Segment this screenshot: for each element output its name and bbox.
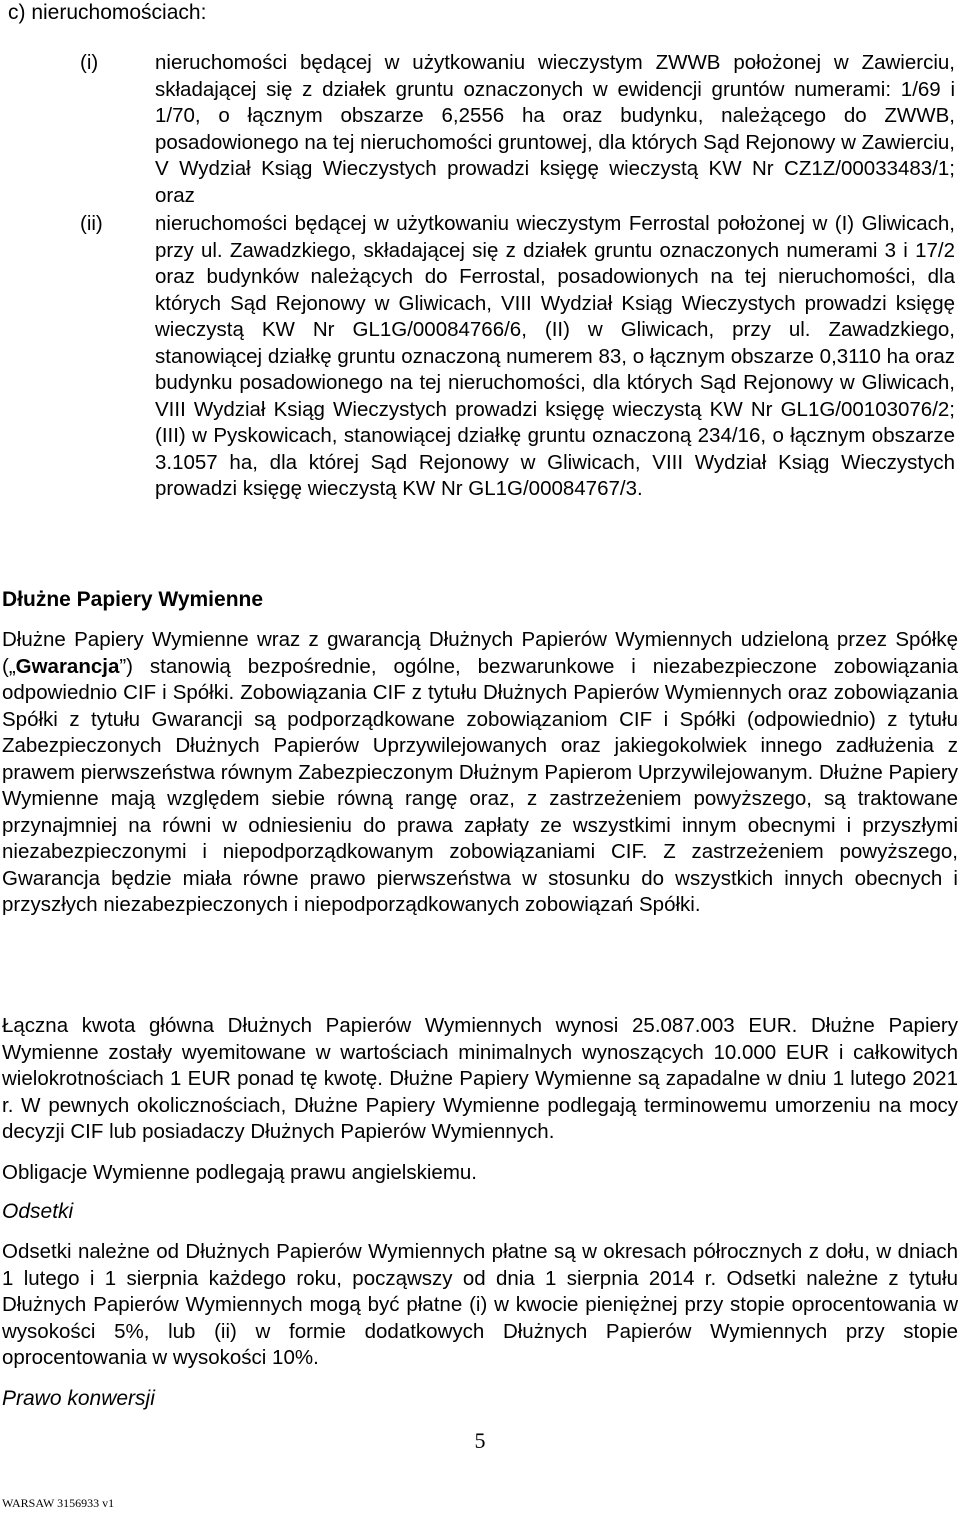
conversion-heading: Prawo konwersji — [2, 1387, 155, 1410]
guarantee-term: Gwarancja — [15, 654, 120, 678]
item-i-text: nieruchomości będącej w użytkowaniu wieczystym ZWWB położonej w Zawierciu, składającej się z działek gruntu oznaczonych w ewidencji gruntów numerami: 1/69 i 1/70, o łącznym obszarze 6,2556 ha oraz budynku, należącego do ZWWB, posadowionego na tej nieruchomości gruntowej, dla których Sąd Rejonowy w Zawierciu, V Wydział Ksiąg Wieczystych prowadzi księgę wieczystą KW Nr CZ1Z/00033483/1; oraz — [155, 51, 955, 207]
page-number: 5 — [474, 1428, 486, 1453]
notes-paragraph-part1: Dłużne Papiery Wymienne wraz z gwarancją Dłużnych Papierów Wymiennych udzieloną przez Spółkę („ — [2, 628, 958, 678]
item-ii-number: (ii) — [80, 212, 103, 235]
notes-heading: Dłużne Papiery Wymienne — [2, 588, 264, 611]
notes-paragraph-part2: ”) stanowią bezpośrednie, ogólne, bezwarunkowe i niezabezpieczone zobowiązania odpowiednio CIF i Spółki. Zobowiązania CIF z tytułu Dłużnych Papierów Wymiennych oraz zobowiązania Spółki z tytułu Gwarancji są podporządkowane zobowiązaniom CIF i Spółki (odpowiednio) z tytułu Zabezpieczonych Dłużnych Papierów Uprzywilejowanych oraz jakiegokolwiek innego zadłużenia z prawem pierwszeństwa równym Zabezpieczonym Dłużnym Papierom Uprzywilejowanym. Dłużne Papiery Wymienne mają względem siebie równą rangę oraz, z zastrzeżeniem powyższego, są traktowane przynajmniej na równi w odniesieniu do prawa zapłaty ze wszystkimi innym obecnymi i przyszłymi niezabezpieczonymi i niepodporządkowanym zobowiązaniami CIF. Z zastrzeżeniem powyższego, Gwarancja będzie miała równe prawo pierwszeństwa w stosunku do wszystkich innych obecnych i przyszłych niezabezpieczonych i niepodporządkowanych zobowiązań Spółki. — [2, 654, 958, 916]
governing-law-paragraph: Obligacje Wymienne podlegają prawu angielskiemu. — [2, 1161, 477, 1184]
notes-paragraph — [2, 627, 958, 919]
document-reference: WARSAW 3156933 v1 — [2, 1496, 115, 1510]
interest-heading: Odsetki — [2, 1200, 74, 1223]
item-ii-text: nieruchomości będącej w użytkowaniu wieczystym Ferrostal położonej w (I) Gliwicach, przy ul. Zawadzkiego, składającej się z działek gruntu oznaczonych numerami 3 i 17/2 oraz budynków należących do Ferrostal, posadowionych na tej nieruchomości, dla których Sąd Rejonowy w Gliwicach, VIII Wydział Ksiąg Wieczystych prowadzi księgę wieczystą KW Nr GL1G/00084766/6, (II) w Gliwicach, przy ul. Zawadzkiego, stanowiącej działkę gruntu oznaczoną numerem 83, o łącznym obszarze 0,3110 ha oraz budynku posadowionego na tej nieruchomości, dla których Sąd Rejonowy w Gliwicach, VIII Wydział Ksiąg Wieczystych prowadzi księgę wieczystą KW Nr GL1G/00103076/2; (III) w Pyskowicach, stanowiącej działkę gruntu oznaczoną 234/16, o łącznym obszarze 3.1057 ha, dla której Sąd Rejonowy w Gliwicach, VIII Wydział Ksiąg Wieczystych prowadzi księgę wieczystą KW Nr GL1G/00084767/3. — [155, 212, 955, 500]
item-i-number: (i) — [80, 51, 99, 74]
section-c-heading: c) nieruchomościach: — [8, 1, 207, 24]
interest-paragraph: Odsetki należne od Dłużnych Papierów Wymiennych płatne są w okresach półrocznych z dołu, w dniach 1 lutego i 1 sierpnia każdego roku, począwszy od dnia 1 sierpnia 2014 r. Odsetki należne z tytułu Dłużnych Papierów Wymiennych mogą być płatne (i) w kwocie pieniężnej przy stopie oprocentowania w wysokości 5%, lub (ii) w formie dodatkowych Dłużnych Papierów Wymiennych przy stopie oprocentowania w wysokości 10%. — [2, 1240, 958, 1369]
amount-paragraph: Łączna kwota główna Dłużnych Papierów Wymiennych wynosi 25.087.003 EUR. Dłużne Papiery Wymienne zostały wyemitowane w wartościach minimalnych wynoszących 10.000 EUR i całkowitych wielokrotnościach 1 EUR ponad tę kwotę. Dłużne Papiery Wymienne są zapadalne w dniu 1 lutego 2021 r. W pewnych okolicznościach, Dłużne Papiery Wymienne podlegają terminowemu umorzeniu na mocy decyzji CIF lub posiadaczy Dłużnych Papierów Wymiennych. — [2, 1014, 958, 1143]
